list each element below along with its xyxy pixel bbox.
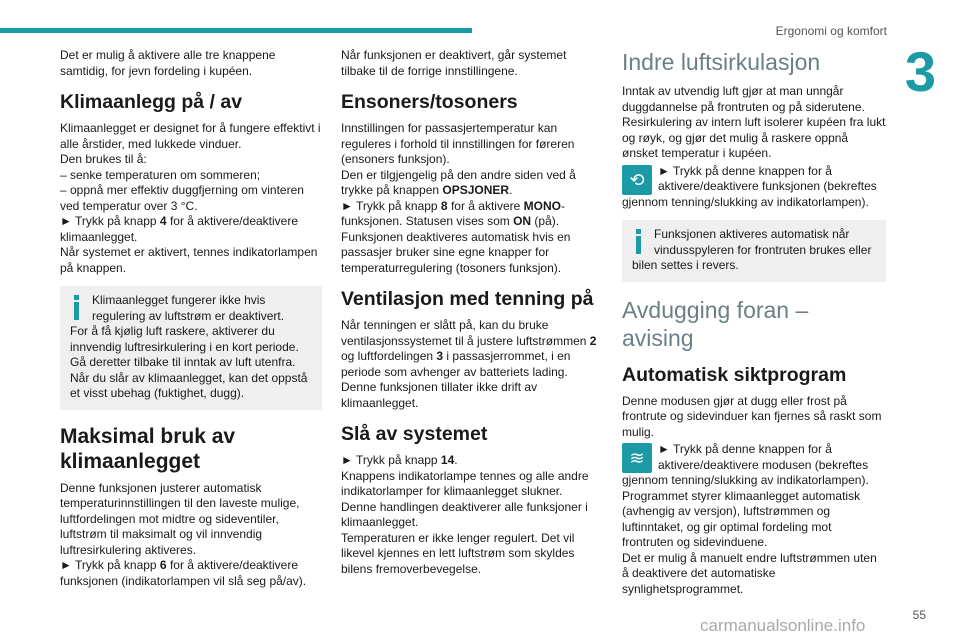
column-2 bbox=[341, 48, 603, 577]
paragraph: Programmet styrer klimaanlegget automatisk (avhengig av versjon), luftstrømmen og luftinntaket, og gir optimal fordeling mot frontruten og sidevinduene. bbox=[622, 488, 861, 549]
note-text: For å få kjølig luft raskere, aktiverer du innvendig luftresirkulering i en kort periode. Gå deretter tilbake til inntak av luft utenfra. bbox=[70, 324, 299, 369]
recirculation-icon: ⟲ bbox=[622, 165, 652, 195]
step-instruction: ► Trykk på knapp 8 for å aktivere MONO-funksjonen. Statusen vises som ON (på). bbox=[341, 198, 565, 228]
paragraph: Denne handlingen deaktiverer alle funksjoner i klimaanlegget. bbox=[341, 499, 588, 529]
column-1 bbox=[60, 48, 322, 589]
heading-zones: Ensoners/tosoners bbox=[341, 91, 518, 113]
paragraph: Klimaanlegget er designet for å fungere effektivt i alle årstider, med lukkede vinduer. bbox=[60, 121, 321, 151]
list-item: – senke temperaturen om sommeren; bbox=[60, 167, 261, 182]
paragraph: Den er tilgjengelig på den andre siden ved å trykke på knappen OPSJONER. bbox=[341, 167, 576, 197]
step-instruction: ► Trykk på denne knappen for å aktivere/deaktivere modusen (bekreftes gjennom tenning/slukking av indikatorlampen). bbox=[622, 442, 869, 487]
note-text: Når du slår av klimaanlegget, kan det oppstå et visst ubehag (fuktighet, dugg). bbox=[70, 370, 308, 400]
info-icon bbox=[632, 227, 646, 257]
note-text: Klimaanlegget fungerer ikke hvis regulering av luftstrøm er deaktivert. bbox=[92, 293, 285, 323]
info-note bbox=[60, 286, 322, 410]
column-3 bbox=[622, 48, 886, 597]
paragraph: Det er mulig å manuelt endre luftstrømmen uten å deaktivere det automatiske synlighetsprogrammet. bbox=[622, 550, 877, 596]
paragraph: Når tenningen er slått på, kan du bruke ventilasjonssystemet til å justere luftstrømmen 2 og luftfordelingen 3 i passasjerrommet, i en periode som avhenger av batteriets lading. bbox=[341, 318, 597, 379]
paragraph: Denne funksjonen justerer automatisk temperaturinnstillingen til den laveste mulige, luftfordelingen mot midtre og sideventiler, luftstrøm til maksimalt og vil innvendig luftresirkulering aktiveres. bbox=[60, 480, 300, 557]
section-title: Ergonomi og komfort bbox=[775, 24, 887, 38]
paragraph: Temperaturen er ikke lenger regulert. Det vil likevel kjennes en lett luftstrøm som skyldes bilens fremoverbevegelse. bbox=[341, 530, 575, 576]
step-instruction: ► Trykk på knapp 4 for å aktivere/deaktivere klimaanlegget. bbox=[60, 214, 299, 244]
intro-text: Når funksjonen er deaktivert, går systemet tilbake til de forrige innstillingene. bbox=[341, 48, 567, 78]
recirculation-instruction bbox=[622, 164, 886, 211]
heading-defrost: Avdugging foran – avising bbox=[622, 296, 809, 351]
heading-climate-on-off: Klimaanlegg på / av bbox=[60, 91, 243, 113]
info-icon bbox=[70, 293, 84, 323]
list-item: – oppnå mer effektiv duggfjerning om vinteren ved temperatur over 3 °C. bbox=[60, 183, 304, 213]
paragraph: Den brukes til å: bbox=[60, 152, 147, 166]
heading-system-off: Slå av systemet bbox=[341, 423, 488, 445]
paragraph: Resirkulering av intern luft isolerer kupéen fra lukt og røyk, og gjør det mulig å raskere oppnå ønsket temperatur i kupéen. bbox=[622, 115, 886, 160]
windscreen-defrost-icon: ≋ bbox=[622, 443, 652, 473]
step-instruction: ► Trykk på denne knappen for å aktivere/deaktivere funksjonen (bekreftes gjennom tenning/slukking av indikatorlampen). bbox=[622, 163, 877, 209]
header-accent-bar bbox=[0, 28, 472, 33]
step-instruction: ► Trykk på knapp 6 for å aktivere/deaktivere funksjonen (indikatorlampen vil slå seg på/av). bbox=[60, 558, 307, 588]
intro-text: Det er mulig å aktivere alle tre knappene samtidig, for jevn fordeling i kupéen. bbox=[60, 48, 276, 78]
watermark: carmanualsonline.info bbox=[700, 616, 866, 635]
paragraph: Funksjonen deaktiveres automatisk hvis en passasjer bruker sine egne knapper for temperaturregulering (tosoners funksjon). bbox=[341, 229, 571, 275]
defrost-instruction bbox=[622, 442, 886, 489]
note-text: Funksjonen aktiveres automatisk når vindusspyleren for frontruten brukes eller bilen settes i revers. bbox=[632, 227, 872, 272]
paragraph: Inntak av utvendig luft gjør at man unngår duggdannelse på frontruten og på siderutene. bbox=[622, 84, 865, 114]
heading-ventilation: Ventilasjon med tenning på bbox=[341, 288, 594, 310]
paragraph: Knappens indikatorlampe tennes og alle andre indikatorlamper for klimaanlegget slukner. bbox=[341, 468, 589, 498]
heading-auto-visibility: Automatisk siktprogram bbox=[622, 363, 847, 386]
chapter-number: 3 bbox=[904, 40, 936, 103]
step-instruction: ► Trykk på knapp 14. bbox=[341, 453, 458, 467]
info-note bbox=[622, 220, 886, 282]
page-number: 55 bbox=[912, 608, 926, 622]
paragraph: Innstillingen for passasjertemperatur kan reguleres i forhold til innstillingen for føreren (ensoners funksjon). bbox=[341, 121, 575, 166]
paragraph: Denne funksjonen tillater ikke drift av klimaanlegget. bbox=[341, 380, 538, 410]
paragraph: Denne modusen gjør at dugg eller frost på frontrute og sidevinduer kan fjernes så raskt som mulig. bbox=[622, 393, 882, 439]
paragraph: Når systemet er aktivert, tennes indikatorlampen på knappen. bbox=[60, 245, 318, 275]
heading-max-ac: Maksimal bruk av klimaanlegget bbox=[60, 424, 236, 473]
heading-recirculation: Indre luftsirkulasjon bbox=[622, 49, 821, 75]
